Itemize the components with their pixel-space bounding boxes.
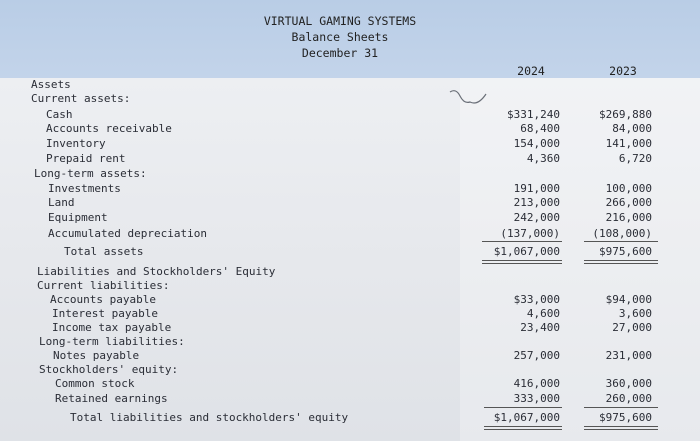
value-2023: $269,880 [599,108,652,121]
subtotal-rule [484,407,562,408]
row-label: Long-term liabilities: [39,335,185,348]
value-2024: 23,400 [520,321,560,334]
row-label: Investments [48,182,121,195]
value-2023: $975,600 [599,245,652,258]
table-row [0,167,700,181]
value-2023: 141,000 [605,137,652,150]
table-row [0,293,700,307]
row-label: Accounts receivable [46,122,172,135]
value-2024: 154,000 [513,137,560,150]
table-row [0,377,700,391]
statement-date: December 31 [301,46,379,60]
column-header-2023: 2023 [609,64,637,78]
value-2023: 3,600 [618,307,652,320]
value-2024: $33,000 [513,293,560,306]
value-2024: 416,000 [513,377,560,390]
table-row [0,392,700,406]
table-row [0,307,700,321]
value-2023: $975,600 [599,411,652,424]
row-label: Interest payable [52,307,158,320]
row-label: Liabilities and Stockholders' Equity [37,265,276,278]
row-label: Current assets: [31,92,131,105]
table-row [0,335,700,349]
subtotal-rule [584,407,658,408]
total-double-rule [484,426,562,430]
table-row [0,211,700,225]
value-2024: 4,600 [526,307,560,320]
value-2023: $94,000 [605,293,652,306]
value-2024: $331,240 [507,108,560,121]
row-label: Stockholders' equity: [39,363,179,376]
subtotal-rule [482,241,562,242]
table-row [0,78,700,92]
row-label: Inventory [46,137,106,150]
row-label: Equipment [48,211,108,224]
row-label: Accumulated depreciation [48,227,207,240]
table-row [0,137,700,151]
value-2024: 213,000 [513,196,560,209]
total-double-rule [584,260,658,264]
row-label: Land [48,196,75,209]
row-label: Accounts payable [50,293,156,306]
value-2023: 100,000 [605,182,652,195]
value-2023: (108,000) [592,227,652,240]
table-row [0,349,700,363]
table-row [0,245,700,259]
value-2024: 257,000 [513,349,560,362]
row-label: Common stock [55,377,135,390]
table-row [0,182,700,196]
row-label: Total assets [64,245,144,258]
row-label: Current liabilities: [37,279,170,292]
table-row [0,265,700,279]
table-row [0,227,700,241]
total-double-rule [584,426,658,430]
value-2023: 360,000 [605,377,652,390]
row-label: Long-term assets: [34,167,147,180]
value-2024: 191,000 [513,182,560,195]
row-label: Income tax payable [52,321,172,334]
value-2024: 4,360 [526,152,560,165]
table-row [0,122,700,136]
value-2023: 84,000 [612,122,652,135]
company-name: VIRTUAL GAMING SYSTEMS [263,14,417,28]
value-2023: 27,000 [612,321,652,334]
row-label: Retained earnings [55,392,168,405]
value-2023: 266,000 [605,196,652,209]
value-2023: 216,000 [605,211,652,224]
subtotal-rule [584,241,658,242]
row-label: Cash [46,108,73,121]
row-label: Assets [31,78,71,91]
table-row [0,363,700,377]
value-2024: $1,067,000 [493,411,560,424]
column-header-2024: 2024 [517,64,545,78]
statement-title: Balance Sheets [291,30,389,44]
value-2024: (137,000) [500,227,560,240]
value-2024: 68,400 [520,122,560,135]
value-2023: 260,000 [605,392,652,405]
table-row [0,279,700,293]
table-row [0,108,700,122]
table-row [0,321,700,335]
table-row [0,411,700,425]
row-label: Total liabilities and stockholders' equity [70,411,349,424]
total-double-rule [482,260,562,264]
row-label: Prepaid rent [46,152,126,165]
table-row [0,92,700,106]
value-2023: 231,000 [605,349,652,362]
value-2023: 6,720 [618,152,652,165]
value-2024: 242,000 [513,211,560,224]
table-row [0,152,700,166]
value-2024: $1,067,000 [493,245,560,258]
table-row [0,196,700,210]
row-label: Notes payable [53,349,140,362]
value-2024: 333,000 [513,392,560,405]
